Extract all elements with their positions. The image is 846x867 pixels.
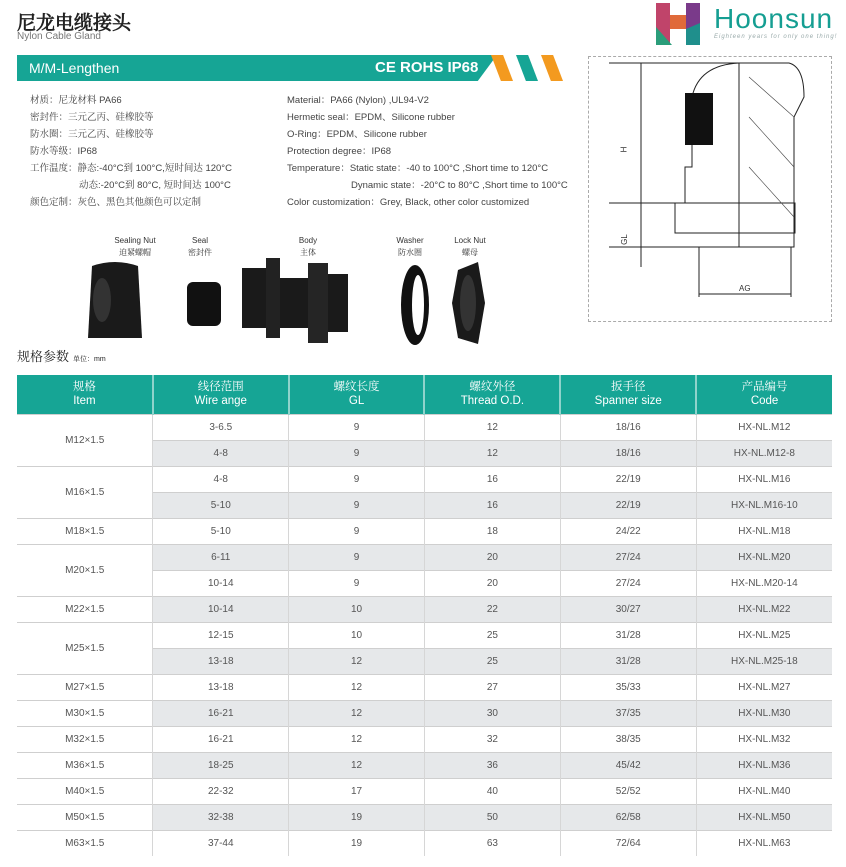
table-header-row [17,375,832,414]
dimension-diagram [588,56,832,322]
cell-code: HX-NL.M40 [696,778,832,804]
header-thread-od: 螺纹外径 Thread O.D. [424,375,560,414]
cell-spanner-size: 22/19 [560,466,696,492]
cell-thread-od: 63 [424,830,560,856]
table-row [17,804,832,830]
spec-line: Dynamic state：-20°C to 80°C ,Short time to 100°C [351,180,568,191]
cell-gl: 9 [289,518,425,544]
cell-wire-range: 22-32 [153,778,289,804]
table-row [17,518,832,544]
cell-spanner-size: 31/28 [560,648,696,674]
cell-spanner-size: 18/16 [560,414,696,440]
cell-wire-range: 18-25 [153,752,289,778]
cell-thread-od: 32 [424,726,560,752]
cell-spanner-size: 27/24 [560,570,696,596]
cell-item: M30×1.5 [17,700,153,726]
spec-line: Protection degree：IP68 [287,146,392,157]
spec-line: O-Ring：EPDM、Silicone rubber [287,129,427,140]
cell-code: HX-NL.M27 [696,674,832,700]
cell-spanner-size: 27/24 [560,544,696,570]
cell-spanner-size: 37/35 [560,700,696,726]
cell-spanner-size: 38/35 [560,726,696,752]
cell-wire-range: 16-21 [153,726,289,752]
cell-wire-range: 32-38 [153,804,289,830]
cell-wire-range: 4-8 [153,440,289,466]
cell-spanner-size: 22/19 [560,492,696,518]
spec-line: 防水圈：三元乙丙、硅橡胶等 [30,129,154,140]
cell-gl: 10 [289,622,425,648]
cell-thread-od: 20 [424,570,560,596]
table-row [17,414,832,440]
cell-gl: 12 [289,752,425,778]
table-row [17,830,832,856]
cell-item: M50×1.5 [17,804,153,830]
seal-icon [187,282,221,326]
spec-line: 颜色定制：灰色、黑色其他颜色可以定制 [30,197,202,208]
cell-wire-range: 12-15 [153,622,289,648]
cell-gl: 9 [289,440,425,466]
cell-item: M18×1.5 [17,518,153,544]
cell-gl: 12 [289,726,425,752]
cell-spanner-size: 24/22 [560,518,696,544]
cell-gl: 17 [289,778,425,804]
decor-stripe [516,55,538,81]
cell-gl: 12 [289,700,425,726]
header-spanner-size: 扳手径 Spanner size [560,375,696,414]
header-code: 产品编号 Code [696,375,832,414]
cell-item: M40×1.5 [17,778,153,804]
cell-item: M25×1.5 [17,622,153,674]
cell-gl: 9 [289,466,425,492]
sealing-nut-icon [88,262,142,338]
cell-wire-range: 10-14 [153,570,289,596]
part-label-seal: Seal 密封件 [188,236,212,257]
spec-line: 动态:-20°C到 80°C, 短时间达 100°C [79,180,231,191]
table-row [17,622,832,648]
logo-text: Hoonsun [714,3,834,34]
cell-spanner-size: 31/28 [560,622,696,648]
cell-spanner-size: 52/52 [560,778,696,804]
cell-thread-od: 18 [424,518,560,544]
cell-wire-range: 13-18 [153,674,289,700]
dimension-h: H [619,146,629,153]
cell-thread-od: 12 [424,414,560,440]
cell-code: HX-NL.M22 [696,596,832,622]
spec-line: Hermetic seal：EPDM、Silicone rubber [287,112,455,123]
banner-title: M/M-Lengthen [29,60,120,76]
spec-line: Material：PA66 (Nylon) ,UL94-V2 [287,95,429,106]
cell-thread-od: 12 [424,440,560,466]
cell-thread-od: 30 [424,700,560,726]
decor-stripe [541,55,563,81]
cell-wire-range: 5-10 [153,518,289,544]
cell-code: HX-NL.M30 [696,700,832,726]
cell-code: HX-NL.M12 [696,414,832,440]
logo-tagline: Eighteen years for only one thing! [714,34,838,40]
cell-wire-range: 5-10 [153,492,289,518]
spec-line: Temperature：Static state：-40 to 100°C ,Short time to 120°C [287,163,549,174]
cell-code: HX-NL.M12-8 [696,440,832,466]
lock-nut-icon [452,262,485,344]
cell-item: M22×1.5 [17,596,153,622]
part-label-body: Body 主体 [298,236,318,257]
table-row [17,778,832,804]
certifications: CE ROHS IP68 [375,59,479,76]
cell-thread-od: 27 [424,674,560,700]
part-label-washer: Washer 防水圈 [396,236,424,257]
spec-table [17,375,832,856]
cell-wire-range: 16-21 [153,700,289,726]
dimension-gl: GL [619,234,629,245]
cell-thread-od: 22 [424,596,560,622]
cell-spanner-size: 62/58 [560,804,696,830]
cell-gl: 12 [289,674,425,700]
cell-item: M16×1.5 [17,466,153,518]
spec-table-heading: 规格参数 单位：mm [17,349,106,364]
cell-code: HX-NL.M50 [696,804,832,830]
washer-icon [401,265,429,345]
cell-thread-od: 20 [424,544,560,570]
cell-wire-range: 13-18 [153,648,289,674]
cell-gl: 9 [289,544,425,570]
cell-item: M20×1.5 [17,544,153,596]
decor-stripe [491,55,513,81]
cell-spanner-size: 35/33 [560,674,696,700]
spec-line: 密封件：三元乙丙、硅橡胶等 [30,112,154,123]
cell-gl: 9 [289,414,425,440]
cell-thread-od: 25 [424,622,560,648]
header-wire-range: 线径范围 Wire ange [153,375,289,414]
spec-line: Color customization：Grey, Black, other color customized [287,197,530,208]
cell-code: HX-NL.M20-14 [696,570,832,596]
cell-gl: 10 [289,596,425,622]
cell-spanner-size: 45/42 [560,752,696,778]
cell-code: HX-NL.M20 [696,544,832,570]
table-row [17,596,832,622]
cell-item: M36×1.5 [17,752,153,778]
header-gl: 螺纹长度 GL [289,375,425,414]
cell-code: HX-NL.M25-18 [696,648,832,674]
cell-thread-od: 16 [424,466,560,492]
cell-item: M27×1.5 [17,674,153,700]
cell-item: M63×1.5 [17,830,153,856]
cell-code: HX-NL.M25 [696,622,832,648]
cell-code: HX-NL.M16 [696,466,832,492]
specs-english [287,92,568,211]
cell-thread-od: 40 [424,778,560,804]
cell-gl: 19 [289,830,425,856]
cell-gl: 12 [289,648,425,674]
cell-wire-range: 3-6.5 [153,414,289,440]
part-label-sealing-nut: Sealing Nut 迫紧螺帽 [114,236,156,257]
cell-thread-od: 25 [424,648,560,674]
cell-thread-od: 36 [424,752,560,778]
cell-item: M32×1.5 [17,726,153,752]
cell-wire-range: 6-11 [153,544,289,570]
cell-wire-range: 4-8 [153,466,289,492]
specs-chinese [30,92,232,211]
page-subtitle: Nylon Cable Gland [17,31,101,42]
table-row [17,752,832,778]
cell-item: M12×1.5 [17,414,153,466]
spec-line: 材质：尼龙材料 PA66 [30,95,122,106]
cell-gl: 9 [289,492,425,518]
table-row [17,544,832,570]
dimension-ag: AG [739,284,751,293]
part-label-lock-nut: Lock Nut 螺母 [454,236,486,257]
cell-wire-range: 37-44 [153,830,289,856]
cell-code: HX-NL.M16-10 [696,492,832,518]
cell-gl: 9 [289,570,425,596]
table-row [17,726,832,752]
table-row [17,674,832,700]
cell-code: HX-NL.M63 [696,830,832,856]
spec-line: 防水等级：IP68 [30,146,98,157]
header-item: 规格 Item [17,375,153,414]
cell-wire-range: 10-14 [153,596,289,622]
product-banner [17,55,567,81]
cell-spanner-size: 18/16 [560,440,696,466]
logo-icon [656,3,702,45]
cell-spanner-size: 72/64 [560,830,696,856]
exploded-parts-image [80,258,510,348]
cell-spanner-size: 30/27 [560,596,696,622]
cell-thread-od: 50 [424,804,560,830]
cell-code: HX-NL.M18 [696,518,832,544]
cell-thread-od: 16 [424,492,560,518]
table-row [17,466,832,492]
table-row [17,700,832,726]
spec-line: 工作温度：静态:-40°C到 100°C,短时间达 120°C [30,163,232,174]
body-icon [242,258,348,343]
cell-code: HX-NL.M36 [696,752,832,778]
cell-gl: 19 [289,804,425,830]
cell-code: HX-NL.M32 [696,726,832,752]
unit-label: 单位：mm [73,356,106,363]
page-title: 尼龙电缆接头 [17,13,132,34]
